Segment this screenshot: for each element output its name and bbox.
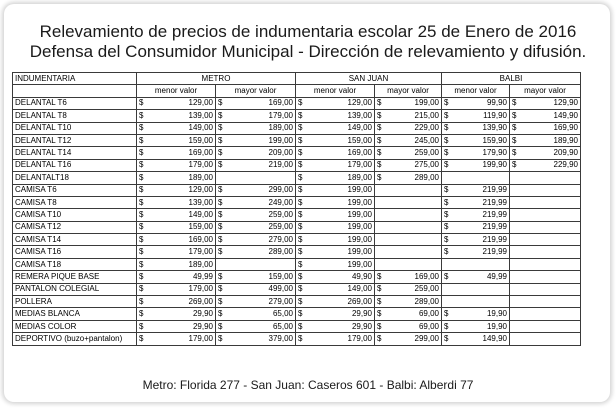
currency-sign: $ bbox=[296, 271, 307, 283]
price-cell: 49,99 bbox=[148, 271, 216, 283]
currency-sign: $ bbox=[216, 234, 227, 246]
currency-sign: $ bbox=[137, 308, 148, 320]
price-cell: 209,00 bbox=[227, 147, 296, 159]
currency-sign bbox=[442, 172, 453, 184]
currency-sign: $ bbox=[216, 97, 227, 109]
currency-sign: $ bbox=[442, 97, 453, 109]
price-cell: 199,00 bbox=[307, 184, 375, 196]
currency-sign bbox=[510, 333, 521, 345]
currency-sign: $ bbox=[216, 147, 227, 159]
item-name: DELANTALT18 bbox=[13, 172, 137, 184]
table-row bbox=[13, 196, 581, 208]
currency-sign: $ bbox=[296, 333, 307, 345]
item-name: DEPORTIVO (buzo+pantalon) bbox=[13, 333, 137, 345]
currency-sign: $ bbox=[216, 134, 227, 146]
currency-sign: $ bbox=[442, 134, 453, 146]
item-name: CAMISA T10 bbox=[13, 209, 137, 221]
price-cell: 259,00 bbox=[386, 147, 442, 159]
price-cell: 149,00 bbox=[307, 283, 375, 295]
table-row bbox=[13, 221, 581, 233]
price-cell: 269,00 bbox=[307, 296, 375, 308]
currency-sign: $ bbox=[137, 184, 148, 196]
currency-sign: $ bbox=[216, 246, 227, 258]
price-cell: 159,90 bbox=[453, 134, 510, 146]
currency-sign: $ bbox=[137, 258, 148, 270]
price-cell: 149,90 bbox=[521, 110, 581, 122]
currency-sign bbox=[375, 184, 386, 196]
currency-sign bbox=[510, 196, 521, 208]
price-cell: 169,00 bbox=[227, 97, 296, 109]
currency-sign: $ bbox=[137, 320, 148, 332]
price-cell: 169,00 bbox=[307, 147, 375, 159]
currency-sign: $ bbox=[375, 97, 386, 109]
currency-sign: $ bbox=[510, 97, 521, 109]
currency-sign: $ bbox=[296, 209, 307, 221]
currency-sign: $ bbox=[296, 221, 307, 233]
table-row bbox=[13, 308, 581, 320]
currency-sign: $ bbox=[375, 283, 386, 295]
price-cell: 129,00 bbox=[148, 184, 216, 196]
currency-sign: $ bbox=[510, 122, 521, 134]
currency-sign: $ bbox=[137, 283, 148, 295]
price-cell bbox=[521, 283, 581, 295]
price-cell bbox=[521, 308, 581, 320]
currency-sign bbox=[510, 246, 521, 258]
price-cell bbox=[386, 196, 442, 208]
currency-sign: $ bbox=[296, 134, 307, 146]
price-cell: 219,00 bbox=[227, 159, 296, 171]
price-cell: 169,00 bbox=[148, 234, 216, 246]
currency-sign: $ bbox=[296, 246, 307, 258]
item-name: POLLERA bbox=[13, 296, 137, 308]
currency-sign: $ bbox=[216, 333, 227, 345]
currency-sign: $ bbox=[375, 122, 386, 134]
price-cell: 189,00 bbox=[148, 172, 216, 184]
currency-sign: $ bbox=[442, 234, 453, 246]
table-row bbox=[13, 283, 581, 295]
store-metro-header: METRO bbox=[137, 73, 296, 85]
currency-sign bbox=[375, 246, 386, 258]
price-cell bbox=[521, 184, 581, 196]
price-cell: 65,00 bbox=[227, 320, 296, 332]
price-cell: 169,90 bbox=[521, 122, 581, 134]
currency-sign: $ bbox=[442, 246, 453, 258]
currency-sign bbox=[510, 308, 521, 320]
price-cell: 219,99 bbox=[453, 221, 510, 233]
subheader-row bbox=[13, 85, 581, 97]
price-cell bbox=[521, 209, 581, 221]
currency-sign bbox=[442, 258, 453, 270]
table-row bbox=[13, 246, 581, 258]
price-cell: 149,00 bbox=[148, 209, 216, 221]
currency-sign: $ bbox=[296, 308, 307, 320]
price-cell: 29,90 bbox=[148, 308, 216, 320]
price-cell: 219,99 bbox=[453, 184, 510, 196]
table-row bbox=[13, 110, 581, 122]
price-cell: 289,00 bbox=[386, 296, 442, 308]
currency-sign bbox=[510, 184, 521, 196]
currency-sign bbox=[510, 221, 521, 233]
price-cell: 189,00 bbox=[227, 122, 296, 134]
currency-sign: $ bbox=[137, 147, 148, 159]
price-cell: 139,00 bbox=[148, 110, 216, 122]
table-row bbox=[13, 320, 581, 332]
table-row bbox=[13, 271, 581, 283]
price-cell: 189,00 bbox=[307, 172, 375, 184]
price-cell: 19,90 bbox=[453, 308, 510, 320]
price-cell bbox=[386, 234, 442, 246]
price-cell: 199,00 bbox=[307, 221, 375, 233]
currency-sign bbox=[375, 221, 386, 233]
currency-sign: $ bbox=[375, 172, 386, 184]
price-cell: 299,00 bbox=[386, 333, 442, 345]
currency-sign: $ bbox=[510, 110, 521, 122]
price-cell: 199,00 bbox=[386, 97, 442, 109]
price-cell: 29,90 bbox=[307, 308, 375, 320]
price-cell bbox=[386, 184, 442, 196]
currency-sign: $ bbox=[296, 147, 307, 159]
price-cell: 159,00 bbox=[227, 271, 296, 283]
currency-sign: $ bbox=[137, 271, 148, 283]
currency-sign: $ bbox=[296, 234, 307, 246]
table-row bbox=[13, 258, 581, 270]
currency-sign: $ bbox=[216, 308, 227, 320]
currency-sign bbox=[510, 296, 521, 308]
price-cell: 29,90 bbox=[307, 320, 375, 332]
price-cell bbox=[521, 221, 581, 233]
item-name: PANTALON COLEGIAL bbox=[13, 283, 137, 295]
currency-sign: $ bbox=[375, 320, 386, 332]
price-cell: 189,00 bbox=[148, 258, 216, 270]
currency-sign: $ bbox=[510, 159, 521, 171]
currency-sign bbox=[375, 258, 386, 270]
price-cell: 179,00 bbox=[307, 333, 375, 345]
currency-sign: $ bbox=[137, 333, 148, 345]
currency-sign: $ bbox=[375, 333, 386, 345]
price-cell: 199,00 bbox=[307, 196, 375, 208]
price-cell bbox=[386, 221, 442, 233]
price-cell: 279,00 bbox=[227, 234, 296, 246]
currency-sign: $ bbox=[137, 196, 148, 208]
currency-sign: $ bbox=[510, 134, 521, 146]
price-cell: 289,00 bbox=[227, 246, 296, 258]
currency-sign: $ bbox=[296, 258, 307, 270]
currency-sign: $ bbox=[137, 296, 148, 308]
item-name: DELANTAL T6 bbox=[13, 97, 137, 109]
currency-sign bbox=[510, 234, 521, 246]
item-name: CAMISA T8 bbox=[13, 196, 137, 208]
currency-sign: $ bbox=[375, 271, 386, 283]
currency-sign: $ bbox=[296, 283, 307, 295]
item-name: CAMISA T12 bbox=[13, 221, 137, 233]
currency-sign: $ bbox=[216, 320, 227, 332]
table-row bbox=[13, 184, 581, 196]
currency-sign: $ bbox=[442, 122, 453, 134]
san-juan-min-header: menor valor bbox=[296, 85, 375, 97]
price-cell: 199,90 bbox=[453, 159, 510, 171]
store-san-juan-header: SAN JUAN bbox=[296, 73, 442, 85]
price-cell: 139,00 bbox=[307, 110, 375, 122]
currency-sign: $ bbox=[442, 308, 453, 320]
price-cell bbox=[453, 283, 510, 295]
currency-sign: $ bbox=[375, 296, 386, 308]
store-balbi-header: BALBI bbox=[442, 73, 581, 85]
price-cell: 149,90 bbox=[453, 333, 510, 345]
san-juan-max-header: mayor valor bbox=[375, 85, 442, 97]
currency-sign bbox=[510, 271, 521, 283]
price-cell: 169,00 bbox=[386, 271, 442, 283]
price-cell bbox=[453, 258, 510, 270]
price-table bbox=[12, 72, 581, 346]
price-cell bbox=[521, 258, 581, 270]
item-name: DELANTAL T14 bbox=[13, 147, 137, 159]
price-cell: 199,00 bbox=[307, 258, 375, 270]
currency-sign: $ bbox=[216, 159, 227, 171]
currency-sign: $ bbox=[137, 122, 148, 134]
currency-sign: $ bbox=[296, 320, 307, 332]
currency-sign: $ bbox=[442, 333, 453, 345]
price-cell: 139,90 bbox=[453, 122, 510, 134]
metro-max-header: mayor valor bbox=[216, 85, 296, 97]
currency-sign bbox=[510, 172, 521, 184]
price-cell: 199,00 bbox=[307, 234, 375, 246]
currency-sign: $ bbox=[442, 209, 453, 221]
item-name: MEDIAS BLANCA bbox=[13, 308, 137, 320]
price-cell bbox=[521, 320, 581, 332]
price-cell: 179,00 bbox=[148, 246, 216, 258]
price-cell: 379,00 bbox=[227, 333, 296, 345]
price-cell bbox=[453, 172, 510, 184]
price-cell: 49,90 bbox=[307, 271, 375, 283]
price-cell: 69,00 bbox=[386, 308, 442, 320]
currency-sign bbox=[510, 283, 521, 295]
table-row bbox=[13, 296, 581, 308]
price-cell bbox=[386, 209, 442, 221]
currency-sign: $ bbox=[216, 110, 227, 122]
item-name: DELANTAL T10 bbox=[13, 122, 137, 134]
price-cell: 159,00 bbox=[148, 221, 216, 233]
price-cell: 259,00 bbox=[227, 209, 296, 221]
price-cell bbox=[386, 258, 442, 270]
price-cell: 199,00 bbox=[307, 209, 375, 221]
price-cell: 129,90 bbox=[521, 97, 581, 109]
currency-sign: $ bbox=[137, 172, 148, 184]
currency-sign: $ bbox=[216, 296, 227, 308]
price-cell: 249,00 bbox=[227, 196, 296, 208]
currency-sign: $ bbox=[510, 147, 521, 159]
price-cell: 219,99 bbox=[453, 234, 510, 246]
currency-sign: $ bbox=[442, 271, 453, 283]
currency-sign bbox=[216, 258, 227, 270]
metro-min-header: menor valor bbox=[137, 85, 216, 97]
currency-sign: $ bbox=[296, 110, 307, 122]
price-cell: 229,90 bbox=[521, 159, 581, 171]
store-header-row bbox=[13, 73, 581, 85]
currency-sign: $ bbox=[296, 159, 307, 171]
price-cell bbox=[386, 246, 442, 258]
item-name: DELANTAL T16 bbox=[13, 159, 137, 171]
price-cell: 179,00 bbox=[227, 110, 296, 122]
currency-sign: $ bbox=[216, 184, 227, 196]
table-row bbox=[13, 159, 581, 171]
price-cell: 259,00 bbox=[227, 221, 296, 233]
price-cell: 245,00 bbox=[386, 134, 442, 146]
currency-sign: $ bbox=[137, 134, 148, 146]
balbi-min-header: menor valor bbox=[442, 85, 510, 97]
price-cell: 179,00 bbox=[148, 333, 216, 345]
price-cell bbox=[521, 172, 581, 184]
title-line-1: Relevamiento de precios de indumentaria escolar 25 de Enero de 2016 bbox=[39, 22, 577, 41]
indumentaria-header: INDUMENTARIA bbox=[13, 73, 137, 85]
price-cell: 29,90 bbox=[148, 320, 216, 332]
price-cell: 269,00 bbox=[148, 296, 216, 308]
table-row bbox=[13, 234, 581, 246]
currency-sign: $ bbox=[137, 159, 148, 171]
price-cell: 199,00 bbox=[307, 246, 375, 258]
currency-sign bbox=[216, 172, 227, 184]
price-cell: 219,99 bbox=[453, 209, 510, 221]
item-name: DELANTAL T8 bbox=[13, 110, 137, 122]
currency-sign bbox=[375, 234, 386, 246]
item-name: DELANTAL T12 bbox=[13, 134, 137, 146]
price-cell: 215,00 bbox=[386, 110, 442, 122]
currency-sign: $ bbox=[137, 97, 148, 109]
currency-sign: $ bbox=[442, 320, 453, 332]
currency-sign: $ bbox=[296, 296, 307, 308]
price-cell: 219,99 bbox=[453, 246, 510, 258]
currency-sign: $ bbox=[442, 147, 453, 159]
currency-sign bbox=[510, 320, 521, 332]
item-name: CAMISA T14 bbox=[13, 234, 137, 246]
price-cell: 129,00 bbox=[148, 97, 216, 109]
price-cell: 19,90 bbox=[453, 320, 510, 332]
price-cell: 159,00 bbox=[307, 134, 375, 146]
price-cell: 179,00 bbox=[148, 159, 216, 171]
price-cell: 149,00 bbox=[307, 122, 375, 134]
price-cell: 179,90 bbox=[453, 147, 510, 159]
price-cell: 179,00 bbox=[307, 159, 375, 171]
price-cell bbox=[521, 296, 581, 308]
currency-sign: $ bbox=[442, 196, 453, 208]
price-cell: 49,99 bbox=[453, 271, 510, 283]
price-cell bbox=[521, 196, 581, 208]
currency-sign bbox=[510, 258, 521, 270]
price-cell: 219,99 bbox=[453, 196, 510, 208]
price-cell: 299,00 bbox=[227, 184, 296, 196]
price-cell bbox=[521, 246, 581, 258]
table-row bbox=[13, 333, 581, 345]
table-row bbox=[13, 122, 581, 134]
price-cell bbox=[521, 333, 581, 345]
currency-sign: $ bbox=[216, 122, 227, 134]
currency-sign: $ bbox=[296, 97, 307, 109]
price-cell: 279,00 bbox=[227, 296, 296, 308]
table-row bbox=[13, 147, 581, 159]
currency-sign bbox=[442, 283, 453, 295]
currency-sign bbox=[375, 209, 386, 221]
currency-sign: $ bbox=[216, 196, 227, 208]
currency-sign: $ bbox=[296, 184, 307, 196]
currency-sign: $ bbox=[137, 221, 148, 233]
item-name: REMERA PIQUE BASE bbox=[13, 271, 137, 283]
price-cell bbox=[227, 172, 296, 184]
price-cell: 69,00 bbox=[386, 320, 442, 332]
price-cell bbox=[521, 271, 581, 283]
item-name: CAMISA T18 bbox=[13, 258, 137, 270]
item-name: CAMISA T16 bbox=[13, 246, 137, 258]
balbi-max-header: mayor valor bbox=[510, 85, 581, 97]
price-cell: 129,00 bbox=[307, 97, 375, 109]
price-cell: 189,90 bbox=[521, 134, 581, 146]
currency-sign bbox=[375, 196, 386, 208]
currency-sign: $ bbox=[137, 110, 148, 122]
currency-sign: $ bbox=[442, 110, 453, 122]
price-cell: 149,00 bbox=[148, 122, 216, 134]
price-cell: 65,00 bbox=[227, 308, 296, 320]
table-row bbox=[13, 172, 581, 184]
price-cell: 229,00 bbox=[386, 122, 442, 134]
price-cell: 199,00 bbox=[227, 134, 296, 146]
price-cell: 499,00 bbox=[227, 283, 296, 295]
price-cell: 259,00 bbox=[386, 283, 442, 295]
currency-sign: $ bbox=[216, 271, 227, 283]
currency-sign: $ bbox=[216, 283, 227, 295]
currency-sign: $ bbox=[442, 221, 453, 233]
currency-sign: $ bbox=[137, 246, 148, 258]
item-name: CAMISA T6 bbox=[13, 184, 137, 196]
title-line-2: Defensa del Consumidor Municipal - Dirección de relevamiento y difusión. bbox=[29, 42, 587, 61]
price-cell: 179,00 bbox=[148, 283, 216, 295]
price-cell: 139,00 bbox=[148, 196, 216, 208]
currency-sign: $ bbox=[375, 159, 386, 171]
currency-sign: $ bbox=[296, 196, 307, 208]
table-row bbox=[13, 209, 581, 221]
price-cell: 275,00 bbox=[386, 159, 442, 171]
currency-sign: $ bbox=[442, 184, 453, 196]
item-name: MEDIAS COLOR bbox=[13, 320, 137, 332]
currency-sign: $ bbox=[375, 110, 386, 122]
currency-sign: $ bbox=[442, 159, 453, 171]
price-cell: 99,90 bbox=[453, 97, 510, 109]
subheader-blank bbox=[13, 85, 137, 97]
price-cell: 169,00 bbox=[148, 147, 216, 159]
price-cell: 209,90 bbox=[521, 147, 581, 159]
currency-sign: $ bbox=[375, 147, 386, 159]
currency-sign bbox=[442, 296, 453, 308]
price-cell: 289,00 bbox=[386, 172, 442, 184]
table-row bbox=[13, 134, 581, 146]
price-cell: 159,00 bbox=[148, 134, 216, 146]
store-addresses-footer: Metro: Florida 277 - San Juan: Caseros 601 - Balbi: Alberdi 77 bbox=[142, 378, 474, 392]
currency-sign: $ bbox=[216, 209, 227, 221]
price-cell bbox=[227, 258, 296, 270]
price-cell: 119,90 bbox=[453, 110, 510, 122]
currency-sign: $ bbox=[296, 172, 307, 184]
currency-sign: $ bbox=[137, 209, 148, 221]
currency-sign: $ bbox=[296, 122, 307, 134]
table-row bbox=[13, 97, 581, 109]
price-cell bbox=[521, 234, 581, 246]
currency-sign bbox=[510, 209, 521, 221]
currency-sign: $ bbox=[137, 234, 148, 246]
currency-sign: $ bbox=[375, 134, 386, 146]
price-cell bbox=[453, 296, 510, 308]
currency-sign: $ bbox=[375, 308, 386, 320]
currency-sign: $ bbox=[216, 221, 227, 233]
